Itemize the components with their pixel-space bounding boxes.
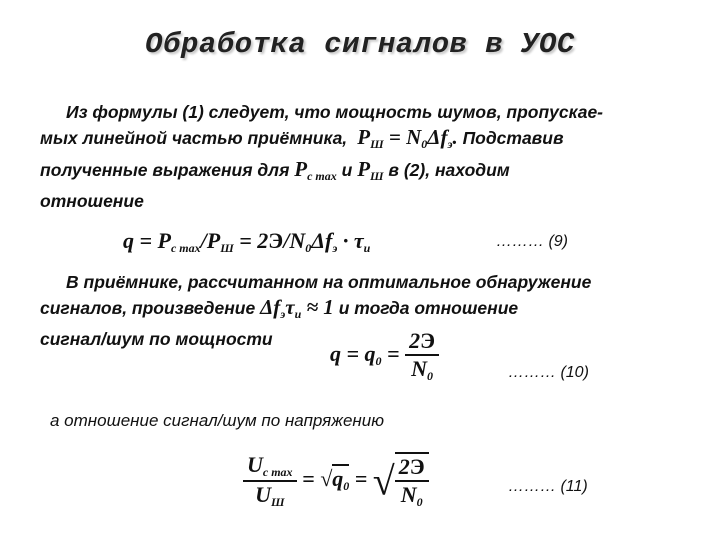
equation-9: $q = P_{c max}/P_Ш = 2Э/N_0\Delta f_э \cdot \tau_и$: [123, 228, 371, 255]
equation-9-ref: ……… (9): [496, 233, 568, 250]
para2-line-3: сигнал/шум по мощности: [40, 329, 273, 349]
formula-noise-power: $P_Ш = N_0\Delta f_э$.: [352, 125, 458, 151]
formula-bandwidth-product: $\Delta f_э\tau_и \approx 1$: [260, 295, 334, 321]
para2-line-1: В приёмнике, рассчитанном на оптимальное обнаружение: [66, 272, 592, 292]
para1-line-2: мых линейной частью приёмника, $P_Ш = N_0\Delta f_э$. Подставив: [40, 125, 564, 151]
equation-10: $q = q_0$ = $\frac{2Э}{N_0}$: [330, 328, 439, 384]
paragraph-1: [40, 100, 603, 214]
paragraph-3: а отношение сигнал/шум по напряжению: [50, 411, 385, 430]
para2-line-2: сигналов, произведение $\Delta f_э\tau_и \approx 1$ и тогда отношение: [40, 295, 519, 321]
para1-line-3: полученные выражения для $P_{c max}$ и $P_Ш$ в (2), находим: [40, 157, 510, 183]
equation-10-ref: ……… (10): [508, 364, 589, 381]
page-title: Обработка сигналов в УОС: [145, 28, 575, 61]
para1-line-4: отношение: [40, 191, 144, 211]
para1-line-1: Из формулы (1) следует, что мощность шумов, пропускае-: [66, 102, 604, 122]
paragraph-2: [40, 270, 591, 352]
equation-11: $\frac{U_{c max}}{U_Ш}$ = $√q_0$ = √ $\frac{2Э}{N_0}$: [243, 452, 429, 510]
equation-11-ref: ……… (11): [508, 478, 588, 495]
